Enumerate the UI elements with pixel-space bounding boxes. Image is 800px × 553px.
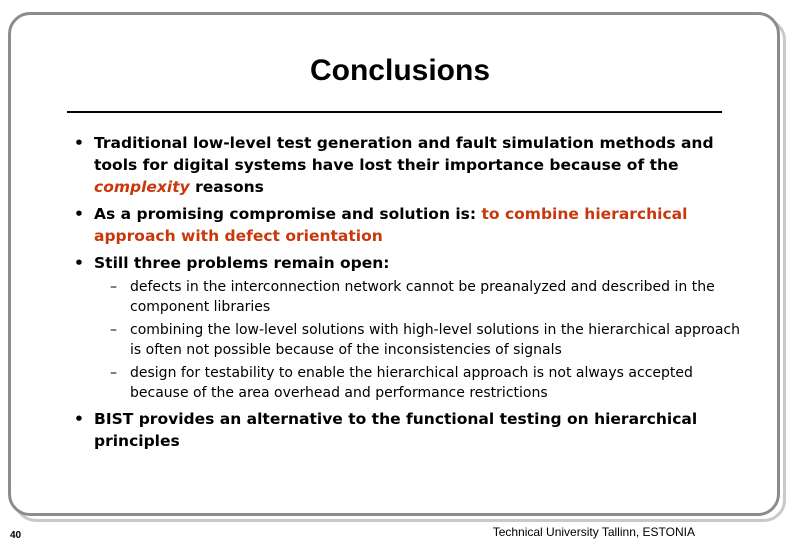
bullet-1-text-b: reasons [189, 178, 264, 196]
sub-bullet-3-text: design for testability to enable the hierarchical approach is not always accepted because of the area overhead and performance restrictions [130, 365, 693, 401]
bullet-dot-icon: • [74, 134, 84, 152]
slide-content [72, 132, 742, 457]
sub-bullet-list [94, 278, 742, 403]
page-number: 40 [10, 530, 22, 541]
bullet-2-highlight: to combine hierarchical approach with defect orientation [94, 205, 688, 245]
bullet-item-4 [72, 408, 742, 452]
bullet-4-text: BIST provides an alternative to the functional testing on hierarchical principles [94, 410, 698, 450]
title-underline [67, 111, 722, 113]
sub-bullet-item-2 [94, 321, 742, 360]
bullet-item-2 [72, 203, 742, 247]
slide-footer: Technical University Tallinn, ESTONIA [492, 525, 695, 539]
sub-bullet-1-text: defects in the interconnection network cannot be preanalyzed and described in the component libraries [130, 279, 715, 315]
bullet-3-text: Still three problems remain open: [94, 254, 390, 272]
sub-bullet-2-text: combining the low-level solutions with high-level solutions in the hierarchical approach is often not possible because of the inconsistencies of signals [130, 322, 740, 358]
bullet-1-highlight: complexity [94, 178, 190, 196]
bullet-dot-icon: • [74, 254, 84, 272]
sub-bullet-item-1 [94, 278, 742, 317]
bullet-dot-icon: • [74, 410, 84, 428]
bullet-item-3 [72, 252, 742, 403]
bullet-2-text: As a promising compromise and solution is: [94, 205, 482, 223]
bullet-item-1 [72, 132, 742, 198]
slide-title: Conclusions [309, 54, 490, 87]
bullet-list [72, 132, 742, 452]
sub-bullet-item-3 [94, 364, 742, 403]
dash-icon: – [110, 279, 117, 295]
dash-icon: – [110, 322, 117, 338]
dash-icon: – [110, 365, 117, 381]
bullet-1-text-a: Traditional low-level test generation and fault simulation methods and tools for digital systems have lost their importance because of the [94, 134, 714, 174]
bullet-dot-icon: • [74, 205, 84, 223]
